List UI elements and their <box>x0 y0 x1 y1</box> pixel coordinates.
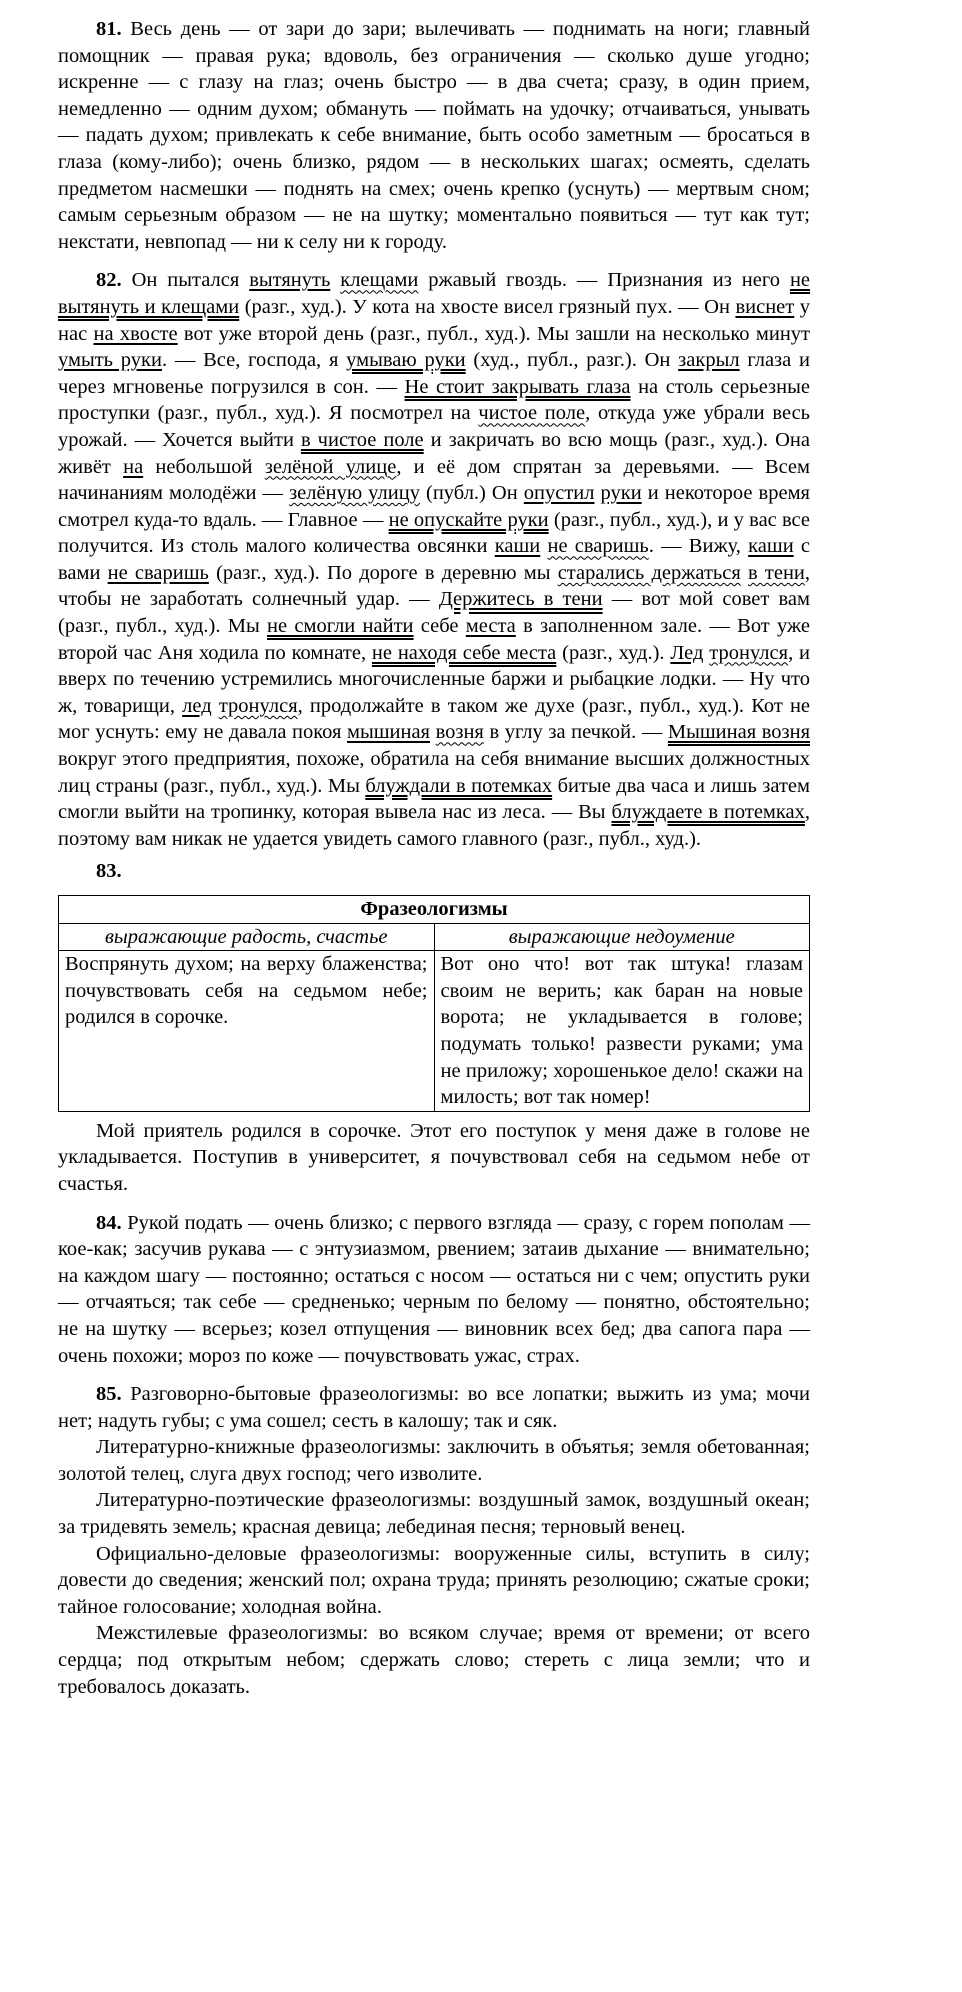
text-segment: в заполненном зале. — Вот уже второй час Аня ходила по комнате, <box>58 615 811 664</box>
wavy-underlined-word: зелёную улицу <box>289 482 420 505</box>
double-underlined-phrase: блуждали в потемках <box>365 774 553 797</box>
text-segment: глаза и через мгновенье погрузился в сон. — <box>58 349 810 398</box>
text-segment: в углу за печкой. — <box>483 721 668 744</box>
exercise-number: 84. <box>96 1211 122 1234</box>
underlined-word: виснет <box>735 295 795 318</box>
text-segment: битые два часа и лишь затем смогли выйти на тропинку, которая вывела нас из леса. — Вы <box>58 774 810 824</box>
text-segment: Он пытался <box>131 269 250 292</box>
underlined-word: закрыл <box>678 349 740 372</box>
table-cell-joy: Воспрянуть духом; на верху блаженства; почувствовать себя на седьмом небе; родился в сорочке. <box>59 951 435 1112</box>
double-underlined-phrase: в чистое поле <box>300 428 424 451</box>
text-segment: , и вверх по течению устремились многочисленные баржи и рыбацкие лодки. — Ну что ж, товарищи, <box>58 641 811 717</box>
text-segment: — вот мой совет вам (разг., публ., худ.). Мы <box>58 588 810 638</box>
column-header-bewilderment: выражающие недоумение <box>434 923 810 951</box>
exercise-text <box>58 269 810 849</box>
underlined-word: руки <box>600 482 642 505</box>
text-segment: (разг., худ.). У кота на хвосте висел грязный пух. — Он <box>239 295 736 318</box>
phraseology-table <box>58 895 810 1112</box>
underlined-word: опустил <box>523 482 595 505</box>
exercise-81 <box>58 16 810 255</box>
exercise-82 <box>58 267 810 852</box>
wavy-underlined-word: не сваришь <box>547 535 649 558</box>
underlined-word: не сваришь <box>107 561 209 584</box>
double-underlined-phrase: Не стоит закрывать глаза <box>404 375 631 398</box>
text-segment <box>741 562 748 584</box>
column-header-joy: выражающие радость, счастье <box>59 923 435 951</box>
underlined-word: вытянуть <box>249 269 331 292</box>
exercise-85-bookish: Литературно-книжные фразеологизмы: заключить в объятья; земля обетованная; золотой телец, слуга двух господ; чего изволите. <box>58 1436 810 1485</box>
exercise-85-colloquial <box>58 1381 810 1434</box>
text-segment: и закричать во всю мощь (разг., худ.). Она живёт <box>58 428 810 478</box>
exercise-85-poetic: Литературно-поэтические фразеологизмы: воздушный замок, воздушный океан; за тридевять земель; красная девица; лебединая песня; терновый венец. <box>58 1489 810 1539</box>
text-segment: . — Вижу, <box>648 535 749 558</box>
text-segment: , поэтому вам никак не удается увидеть самого главного (разг., публ., худ.). <box>58 801 811 850</box>
exercise-84 <box>58 1210 810 1370</box>
text-segment: , откуда уже убрали весь урожай. — Хочется выйти <box>58 402 811 451</box>
exercise-85-official: Официально-деловые фразеологизмы: вооруженные силы, вступить в силу; довести до сведения; женский пол; охрана труда; принять резолюцию; сжатые сроки; тайное голосование; холодная война. <box>58 1542 810 1618</box>
exercise-number: 82. <box>96 269 122 292</box>
exercise-83-text: Мой приятель родился в сорочке. Этот его поступок у меня даже в голове не укладывается. Поступив в университет, я почувствовал себя на седьмом небе от счастья. <box>58 1119 810 1195</box>
underlined-word: умыть руки <box>58 349 162 372</box>
text-segment: , продолжайте в таком же духе (разг., публ., худ.). Кот не мог уснуть: ему не давала покоя <box>58 694 811 744</box>
text-segment: ржавый гвоздь. — Признания из него <box>418 269 790 292</box>
text-segment: (худ., публ., разг.). Он <box>465 349 679 372</box>
double-underlined-phrase: не вытянуть и клещами <box>58 269 811 318</box>
double-underlined-phrase: не находя себе места <box>371 641 557 664</box>
wavy-underlined-word: тронулся <box>218 694 298 717</box>
exercise-number: 81. <box>96 18 122 40</box>
double-underlined-phrase: Держитесь в тени <box>438 588 603 611</box>
text-segment: (разг., публ., худ.), и у вас все получится. Из столь малого количества овсянки <box>58 508 810 558</box>
underlined-word: каши <box>494 535 541 558</box>
table-cell-bewilderment: Вот оно что! вот так штука! глазам своим не верить; как баран на новые ворота; не укладывается в голове; подумать только! развести руками; ума не приложу; хорошенькое дело! скажи на милость; вот так номер! <box>434 951 810 1112</box>
text-segment: небольшой <box>143 455 265 478</box>
wavy-underlined-word: в тени <box>748 561 805 584</box>
text-segment: у нас <box>58 295 810 345</box>
wavy-underlined-word: чистое поле <box>478 402 586 425</box>
page-content <box>58 16 810 1700</box>
text-segment: . — Все, господа, я <box>161 349 347 372</box>
underlined-word: лед <box>182 694 212 717</box>
text-segment: вот уже второй день (разг., публ., худ.). Мы зашли на несколько минут <box>177 322 811 345</box>
double-underlined-phrase: умываю руки <box>346 349 466 372</box>
text-segment: и некоторое время смотрел куда-то вдаль. — Главное — <box>58 482 810 531</box>
text-segment <box>330 269 340 291</box>
double-underlined-phrase: не смогли найти <box>267 615 414 638</box>
text-segment: , и её дом спрятан за деревьями. — Всем начинаниям молодёжи — <box>58 455 810 505</box>
text-segment: (публ.) Он <box>419 482 524 505</box>
underlined-word: места <box>465 615 516 638</box>
wavy-underlined-word: зелёной улице <box>264 455 397 478</box>
exercise-text: Весь день — от зари до зари; вылечивать — поднимать на ноги; главный помощник — правая рука; вдоволь, без ограничения — сколько душе угодно; искренне — с глазу на глаз; очень быстро — в два счета; сразу, в один прием, немедленно — одним духом; обмануть — поймать на удочку; отчаиваться, унывать — падать духом; привлекать к себе внимание, быть особо заметным — бросаться в глаза (кому-либо); очень близко, рядом — в нескольких шагах; осмеять, сделать предметом насмешки — поднять на смех; очень крепко (уснуть) — мертвым сном; самым серьезным образом — не на шутку; моментально появиться — тут как тут; некстати, невпопад — ни к селу ни к городу. <box>58 18 811 253</box>
underlined-word: Лед <box>670 641 704 664</box>
wavy-underlined-word: старались держаться <box>557 561 741 584</box>
table-title: Фразеологизмы <box>59 896 810 924</box>
double-underlined-phrase: не опускайте руки <box>388 508 549 531</box>
underlined-word: на хвосте <box>93 322 178 345</box>
wavy-underlined-word: клещами <box>340 269 419 292</box>
text-segment: , чтобы не заработать солнечный удар. — <box>58 561 811 611</box>
text-segment <box>212 695 219 717</box>
text-segment: (разг., худ.). По дороге в деревню мы <box>208 561 558 584</box>
exercise-83-number: 83. <box>96 860 122 883</box>
wavy-underlined-word: возня <box>435 721 484 744</box>
wavy-underlined-word: тронулся <box>709 641 789 664</box>
text-segment: с вами <box>58 535 810 584</box>
double-underlined-phrase: Мышиная возня <box>667 721 811 744</box>
text-segment: (разг., худ.). <box>556 641 671 664</box>
underlined-word: на <box>123 455 144 478</box>
double-underlined-phrase: блуждаете в потемках <box>611 801 805 824</box>
exercise-text: Разговорно-бытовые фразеологизмы: во все лопатки; выжить из ума; мочи нет; надуть губы; с ума сошел; сесть в калошу; так и сяк. <box>58 1383 811 1432</box>
exercise-85-interstyle: Межстилевые фразеологизмы: во всяком случае; время от времени; от всего сердца; под открытым небом; сдержать слово; стереть с лица земли; что и требовалось доказать. <box>58 1622 810 1698</box>
exercise-number: 85. <box>96 1383 122 1406</box>
text-segment: на столь серьезные проступки (разг., публ., худ.). Я посмотрел на <box>58 375 810 425</box>
text-segment: себе <box>413 615 466 638</box>
text-segment: вокруг этого предприятия, похоже, обратила на себя внимание высших должностных лиц страны (разг., публ., худ.). Мы <box>58 748 810 797</box>
exercise-text: Рукой подать — очень близко; с первого взгляда — сразу, с горем пополам — кое-как; засучив рукава — с энтузиазмом, рвением; затаив дыхание — внимательно; на каждом шагу — постоянно; остаться с носом — остаться ни с чем; опустить руки — отчаяться; так себе — средненько; черным по белому — понятно, обстоятельно; не на шутку — всерьез; козел отпущения — виновник всех бед; два сапога пара — очень похожи; мороз по коже — почувствовать ужас, страх. <box>58 1211 810 1367</box>
underlined-word: каши <box>748 535 794 558</box>
underlined-word: мышиная <box>346 721 430 744</box>
